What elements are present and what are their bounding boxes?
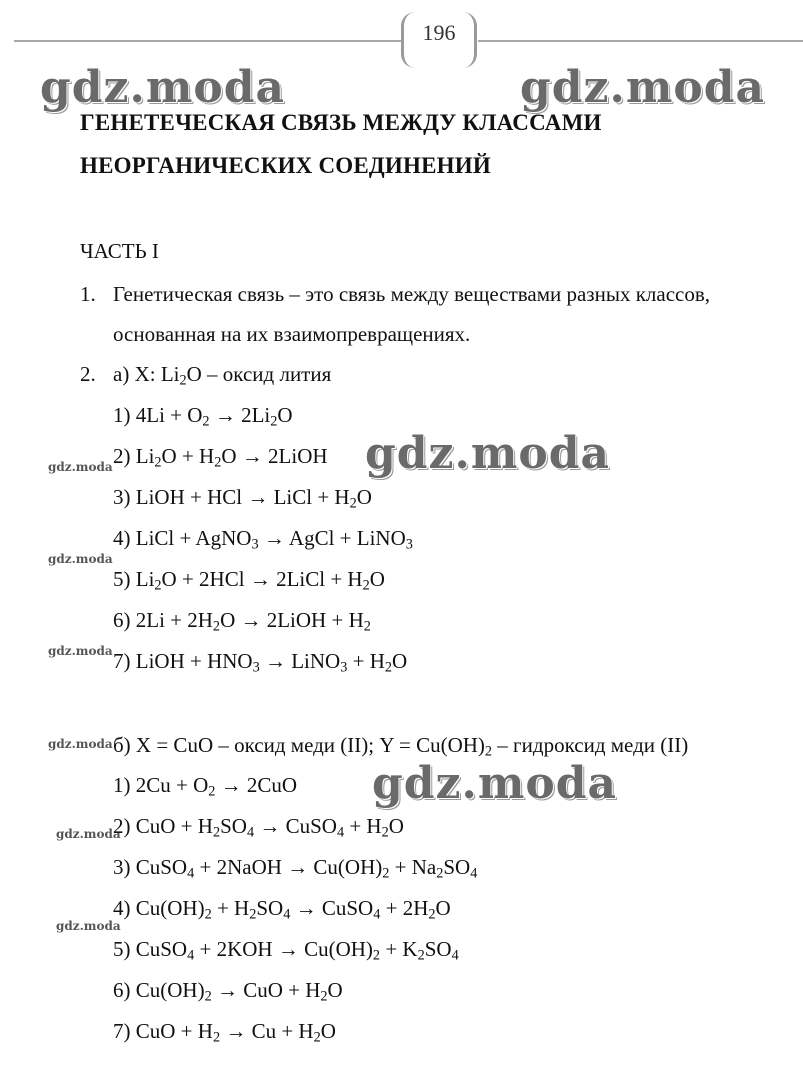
watermark: gdz.moda	[520, 62, 766, 113]
watermark: gdz.moda	[372, 758, 618, 809]
reaction-a-1: 1) $4Li + O_2 \to 2Li_2O$	[113, 403, 293, 430]
item-1-line-2: основанная на их взаимопревращениях.	[113, 322, 471, 346]
reaction-b-5: 5) CuSO$_4$ + $2KOH \to Cu(OH)_2 + K_2SO_4$	[113, 937, 459, 964]
watermark-small: gdz.moda	[48, 644, 113, 658]
reaction-b-6: 6) $Cu(OH)_2$ → CuO + $H_2O$	[113, 978, 343, 1005]
reaction-b-4: 4) $Cu(OH)_2 + H_2SO_4$ → CuSO$_4$ + $2H_2O$	[113, 896, 451, 923]
reaction-b-1: 1) $2Cu + O_2 \to 2CuO$	[113, 773, 298, 800]
page-title-line-1: ГЕНЕТЕЧЕСКАЯ СВЯЗЬ МЕЖДУ КЛАССАМИ	[80, 110, 602, 135]
watermark-small: gdz.moda	[48, 460, 113, 474]
watermark-small: gdz.moda	[48, 552, 113, 566]
item-2a-intro: а) X: $Li_2O$ – оксид лития	[113, 362, 332, 389]
reaction-b-7: 7) CuO + $H_2 \to Cu + H_2O$	[113, 1019, 336, 1046]
reaction-a-7: 7) LiOH + $HNO_3$ → LiNO$_3$ + $H_2O$	[113, 649, 408, 676]
reaction-a-4: 4) LiCl + AgNO$_3$ → AgCl + LiNO$_3$	[113, 526, 413, 553]
part-heading: ЧАСТЬ I	[80, 239, 159, 263]
watermark: gdz.moda	[365, 428, 611, 479]
watermark-small: gdz.moda	[48, 737, 113, 751]
reaction-a-5: 5) $Li_2O + 2HCl$ → 2LiCl + $H_2O$	[113, 567, 385, 594]
watermark-small: gdz.moda	[56, 827, 121, 841]
item-1-line-1: Генетическая связь – это связь между веществами разных классов,	[113, 282, 711, 306]
page-number-frame	[401, 12, 477, 68]
header-rule-left	[14, 40, 404, 42]
reaction-b-2: 2) CuO + $H_2SO_4$ → CuSO$_4$ + $H_2O$	[113, 814, 404, 841]
watermark: gdz.moda	[40, 62, 286, 113]
reaction-a-6: 6) $2Li + 2H_2O$ → 2LiOH + $H_2$	[113, 608, 371, 635]
header-rule-right	[478, 40, 803, 42]
reaction-a-2: 2) $Li_2O + H_2O$ → 2LiOH	[113, 444, 328, 471]
item-2-number: 2.	[80, 362, 96, 386]
watermark-small: gdz.moda	[56, 919, 121, 933]
page-title-line-2: НЕОРГАНИЧЕСКИХ СОЕДИНЕНИЙ	[80, 153, 491, 178]
reaction-a-3: 3) LiOH + HCl → LiCl + $H_2O$	[113, 485, 372, 512]
item-1-number: 1.	[80, 282, 96, 306]
item-2b-intro: б) X = CuO – оксид меди (II); $Y = Cu(OH)_2$ – гидроксид меди (II)	[113, 733, 689, 760]
reaction-b-3: 3) CuSO$_4$ + 2NaOH → $Cu(OH)_2 + Na_2SO_4$	[113, 855, 478, 882]
page-number: 196	[422, 20, 456, 45]
